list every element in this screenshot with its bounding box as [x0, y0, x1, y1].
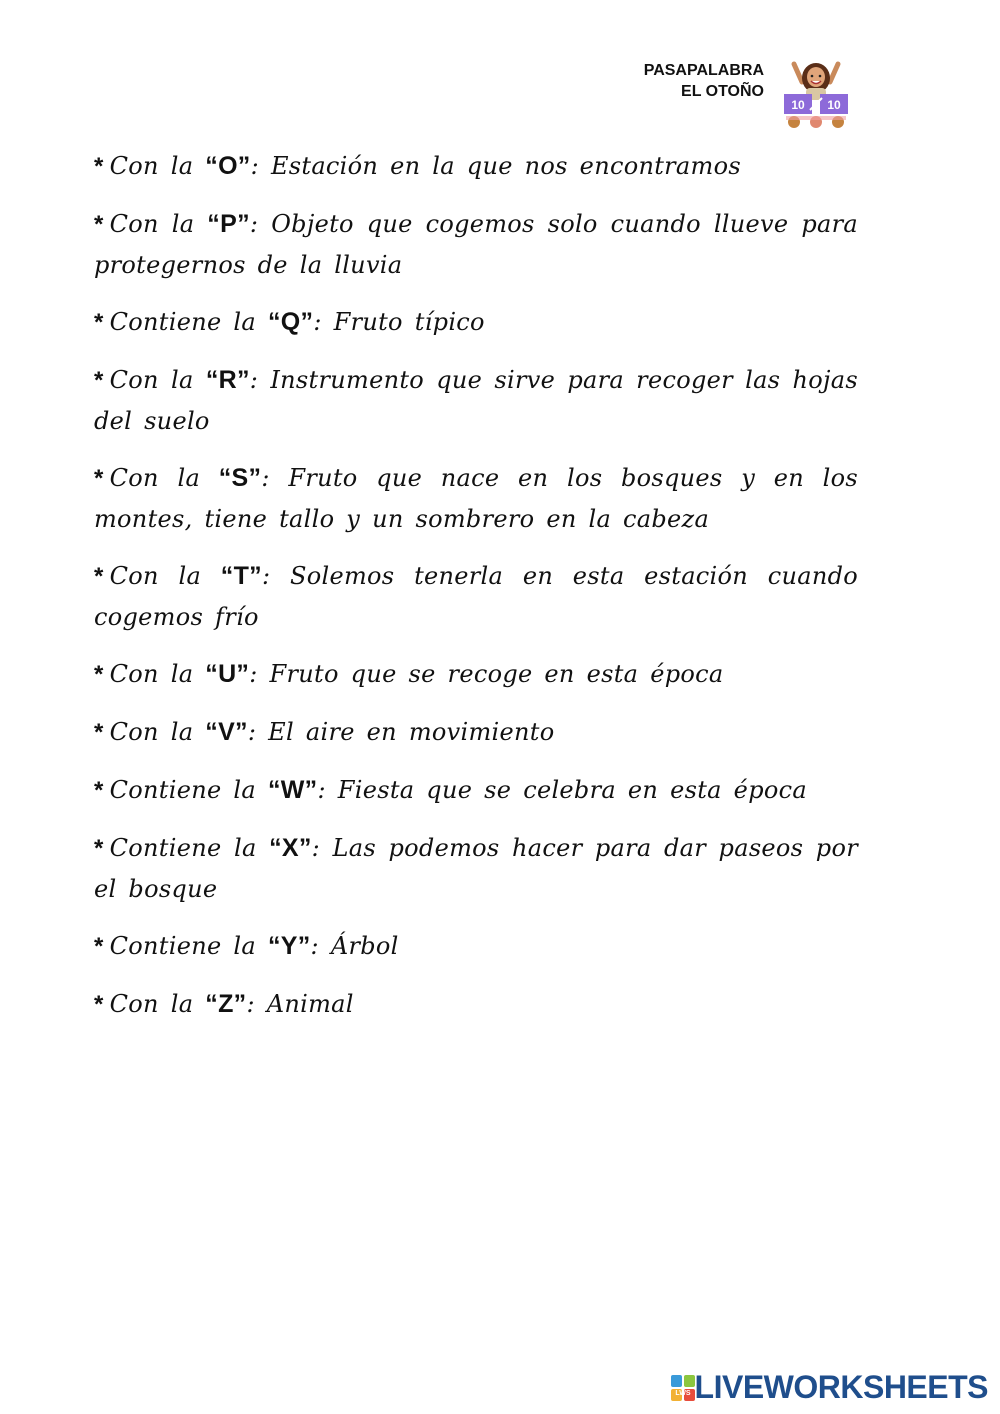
clue-letter: “U”	[205, 660, 250, 688]
clue-prefix: Contiene la	[109, 308, 257, 336]
avatar-sign-left: 10	[791, 98, 805, 112]
worksheet-subtitle: EL OTOÑO	[681, 83, 764, 100]
clue-letter: “Q”	[267, 308, 314, 336]
clue-text: : Estación en la que nos encontramos	[250, 152, 741, 180]
clue-letter: “T”	[220, 562, 262, 590]
clue-item	[94, 302, 858, 343]
clue-prefix: Con la	[109, 990, 194, 1018]
clue-item	[94, 360, 858, 441]
liveworksheets-footer	[671, 1369, 988, 1406]
worksheet-header	[644, 60, 764, 102]
clue-text: : Árbol	[310, 932, 399, 960]
bitmoji-teacher-icon	[780, 60, 852, 130]
clue-star: *	[94, 211, 104, 238]
clue-star: *	[94, 367, 104, 394]
clue-star: *	[94, 991, 104, 1018]
brand-name: LIVEWORKSHEETS	[694, 1369, 988, 1405]
clue-prefix: Con la	[109, 152, 194, 180]
clue-list	[94, 146, 858, 1042]
clue-prefix: Con la	[109, 366, 194, 394]
clue-text: : Solemos tenerla en esta estación cuando cogemos frío	[94, 562, 858, 631]
clue-text: : Objeto que cogemos solo cuando llueve para protegernos de la lluvia	[94, 210, 858, 279]
clue-star: *	[94, 309, 104, 336]
clue-prefix: Contiene la	[109, 834, 257, 862]
clue-prefix: Contiene la	[109, 776, 257, 804]
clue-item	[94, 654, 858, 695]
clue-text: : Fruto típico	[313, 308, 485, 336]
clue-letter: “P”	[207, 210, 250, 238]
clue-item	[94, 770, 858, 811]
clue-letter: “V”	[205, 718, 248, 746]
clue-letter: “X”	[269, 834, 312, 862]
clue-star: *	[94, 465, 104, 492]
clue-star: *	[94, 777, 104, 804]
clue-prefix: Contiene la	[109, 932, 257, 960]
clue-item	[94, 146, 858, 187]
clue-item	[94, 458, 858, 539]
clue-letter: “Y”	[267, 932, 311, 960]
clue-item	[94, 828, 858, 909]
logo-letters: LWS	[674, 1389, 691, 1397]
clue-prefix: Con la	[109, 660, 194, 688]
clue-letter: “R”	[205, 366, 250, 394]
clue-letter: “O”	[205, 152, 251, 180]
clue-item	[94, 556, 858, 637]
clue-letter: “W”	[267, 776, 318, 804]
clue-text: : Las podemos hacer para dar paseos por el bosque	[94, 834, 858, 903]
clue-star: *	[94, 835, 104, 862]
clue-text: : Fiesta que se celebra en esta época	[317, 776, 807, 804]
clue-item	[94, 984, 858, 1025]
clue-letter: “Z”	[205, 990, 247, 1018]
clue-text: : Fruto que se recoge en esta época	[249, 660, 724, 688]
clue-item	[94, 712, 858, 753]
clue-text: : Animal	[246, 990, 354, 1018]
clue-text: : El aire en movimiento	[247, 718, 555, 746]
clue-star: *	[94, 661, 104, 688]
clue-letter: “S”	[218, 464, 262, 492]
clue-star: *	[94, 563, 104, 590]
clue-item	[94, 204, 858, 285]
clue-star: *	[94, 719, 104, 746]
worksheet-title: PASAPALABRA	[643, 62, 764, 79]
clue-item	[94, 926, 858, 967]
clue-prefix: Con la	[109, 464, 201, 492]
clue-prefix: Con la	[109, 562, 202, 590]
clue-prefix: Con la	[109, 210, 195, 238]
clue-text: : Fruto que nace en los bosques y en los montes, tiene tallo y un sombrero en la cabeza	[94, 464, 858, 533]
clue-star: *	[94, 153, 104, 180]
clue-prefix: Con la	[109, 718, 194, 746]
avatar-sign-right: 10	[827, 98, 841, 112]
clue-text: : Instrumento que sirve para recoger las hojas del suelo	[94, 366, 858, 435]
liveworksheets-logo-icon	[671, 1375, 695, 1401]
clue-star: *	[94, 933, 104, 960]
